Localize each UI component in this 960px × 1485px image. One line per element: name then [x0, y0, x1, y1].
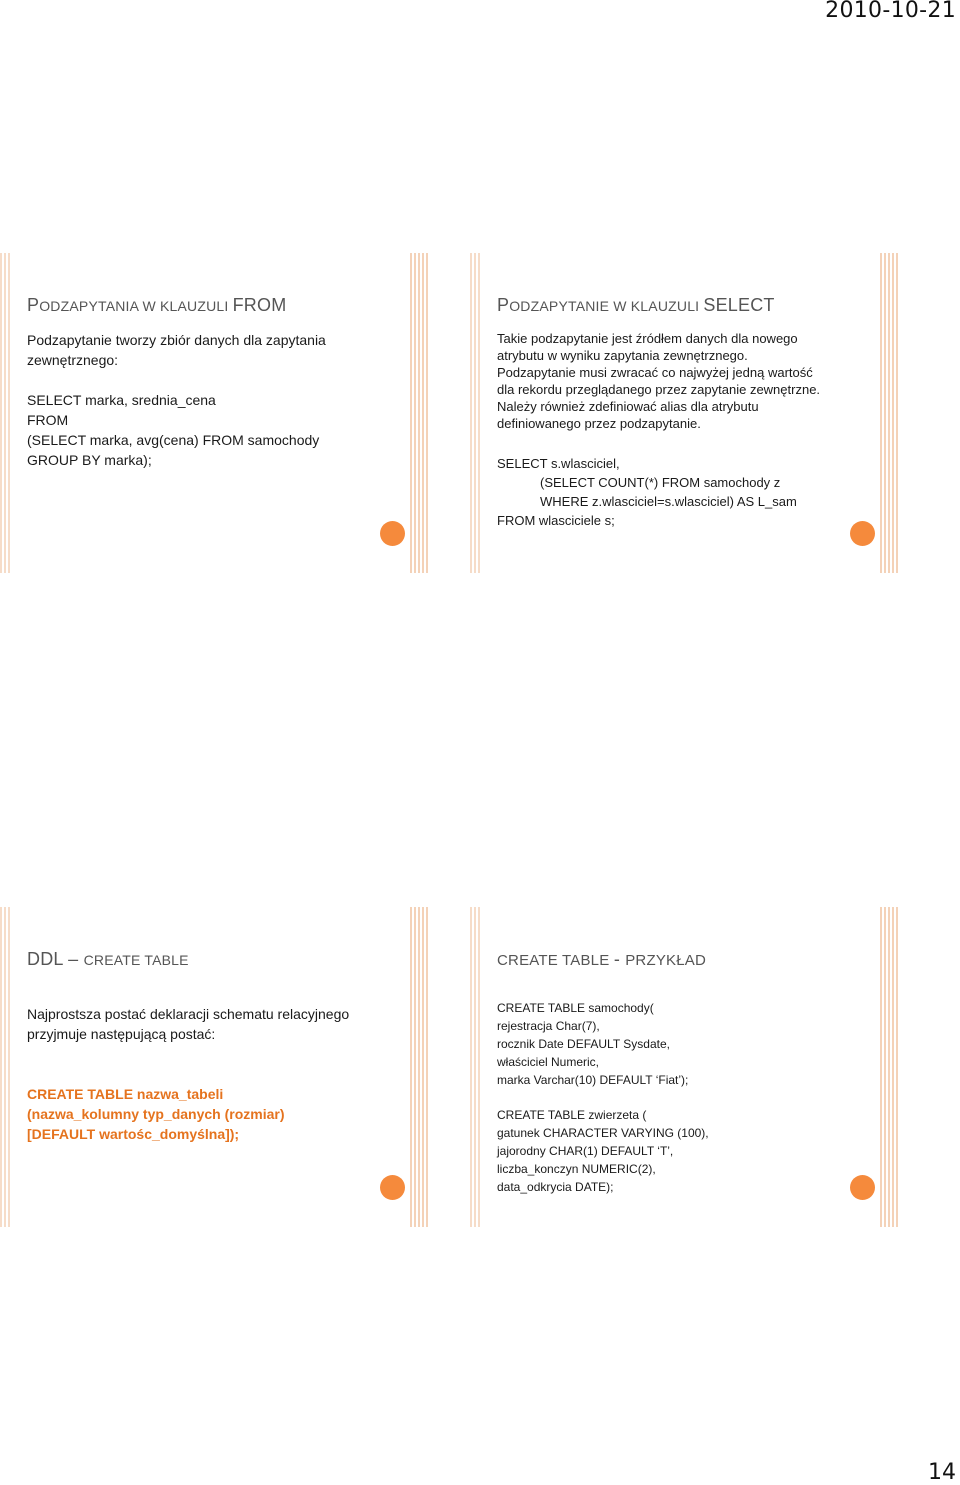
slide-subquery-select [470, 253, 940, 573]
syntax-line: (nazwa_kolumny typ_danych (rozmiar) [27, 1106, 285, 1122]
slide-body [27, 1004, 349, 1144]
code-line: rejestracja Char(7), [497, 1019, 600, 1033]
text-line: przyjmuje następującą postać: [27, 1026, 216, 1042]
document-date: 2010-10-21 [825, 0, 956, 23]
slide-left-stripe [470, 907, 480, 1227]
code-line: (SELECT COUNT(*) FROM samochody z [540, 475, 781, 490]
code-line: WHERE z.wlasciciel=s.wlasciciel) AS L_sam [540, 494, 797, 509]
slide-left-stripe [0, 907, 10, 1227]
slide-right-stripe [880, 253, 900, 573]
code-line: SELECT s.wlasciciel, [497, 456, 620, 471]
intro-line: Podzapytanie tworzy zbiór danych dla zapytania [27, 332, 326, 348]
slide-subqueries-from [0, 253, 470, 573]
text-line: atrybutu w wyniku zapytania zewnętrznego. [497, 348, 748, 363]
slide-title: DDL – CREATE TABLE [27, 949, 189, 969]
code-line: SELECT marka, srednia_cena [27, 392, 216, 408]
slide-body [497, 999, 709, 1196]
slide-right-stripe [880, 907, 900, 1227]
orange-dot-icon [850, 1175, 875, 1200]
slide-body [27, 330, 326, 470]
code-line: data_odkrycia DATE); [497, 1180, 614, 1194]
code-line: właściciel Numeric, [497, 1055, 600, 1069]
code-line: (SELECT marka, avg(cena) FROM samochody [27, 432, 320, 448]
slide-left-stripe [0, 253, 10, 573]
code-line: liczba_konczyn NUMERIC(2), [497, 1162, 656, 1176]
orange-dot-icon [850, 521, 875, 546]
syntax-line: [DEFAULT wartośc_domyślna]); [27, 1126, 240, 1142]
intro-line: zewnętrznego: [27, 352, 119, 368]
code-line: rocznik Date DEFAULT Sysdate, [497, 1037, 670, 1051]
text-line: Najprostsza postać deklaracji schematu relacyjnego [27, 1006, 350, 1022]
slide-right-stripe [410, 907, 430, 1227]
page-number: 14 [928, 1460, 956, 1485]
slide-ddl-create-table [0, 907, 470, 1227]
slide-body [497, 330, 820, 530]
orange-dot-icon [380, 1175, 405, 1200]
slide-right-stripe [410, 253, 430, 573]
syntax-line: CREATE TABLE nazwa_tabeli [27, 1086, 224, 1102]
code-line: GROUP BY marka); [27, 452, 152, 468]
orange-dot-icon [380, 521, 405, 546]
text-line: Podzapytanie musi zwracać co najwyżej jedną wartość [497, 365, 813, 380]
slide-left-stripe [470, 253, 480, 573]
text-line: definiowanego przez podzapytanie. [497, 416, 701, 431]
slide-title: PODZAPYTANIA W KLAUZULI FROM [27, 295, 287, 315]
code-line: FROM [27, 412, 69, 428]
code-line: jajorodny CHAR(1) DEFAULT ‘T’, [497, 1144, 674, 1158]
text-line: Należy również zdefiniować alias dla atrybutu [497, 399, 759, 414]
slide-create-table-example [470, 907, 940, 1227]
text-line: Takie podzapytanie jest źródłem danych dla nowego [497, 331, 798, 346]
code-line: CREATE TABLE samochody( [497, 1001, 654, 1015]
text-line: dla rekordu przeglądanego przez zapytanie zewnętrzne. [497, 382, 821, 397]
code-line: gatunek CHARACTER VARYING (100), [497, 1126, 709, 1140]
code-line: FROM wlasciciele s; [497, 513, 615, 528]
slide-title: CREATE TABLE - PRZYKŁAD [497, 949, 707, 969]
slide-title: PODZAPYTANIE W KLAUZULI SELECT [497, 295, 775, 315]
code-line: CREATE TABLE zwierzeta ( [497, 1108, 647, 1122]
code-line: marka Varchar(10) DEFAULT ‘Fiat’); [497, 1073, 689, 1087]
